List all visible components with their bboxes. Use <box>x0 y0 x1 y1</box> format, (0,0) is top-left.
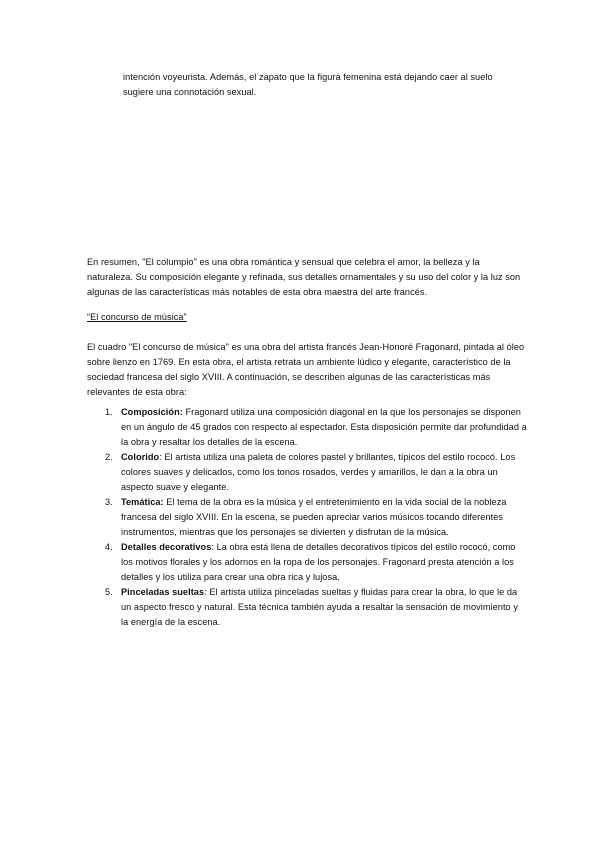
list-item-text: : El artista utiliza pinceladas sueltas y fluidas para crear la obra, lo que le da un aspecto fresco y natural. Esta técnica también ayuda a resaltar la sensación de movimiento y la energía de la escena. <box>121 587 518 627</box>
list-item-number: 4. <box>105 542 113 552</box>
list-item-number: 1. <box>105 407 113 417</box>
list-item <box>87 540 527 585</box>
list-item-number: 2. <box>105 452 113 462</box>
list-item-number: 5. <box>105 587 113 597</box>
list-item-number: 3. <box>105 497 113 507</box>
list-item <box>87 585 527 630</box>
list-item-term: Composición: <box>121 407 183 417</box>
intro-paragraph: El cuadro "El concurso de música" es una obra del artista francés Jean-Honoré Fragonard, pintada al óleo sobre lienzo en 1769. En esta obra, el artista retrata un ambiente lúdico y elegante, característico de la sociedad francesa del siglo XVIII. A continuación, se describen algunas de las características más relevantes de esta obra: <box>87 342 525 397</box>
list-item-text: Fragonard utiliza una composición diagonal en la que los personajes se disponen en un ángulo de 45 grados con respecto al espectador. Esta disposición permite dar profundidad a la obra y resaltar los detalles de la escena. <box>121 407 527 447</box>
list-item <box>87 405 527 450</box>
summary-paragraph: En resumen, "El columpio" es una obra romántica y sensual que celebra el amor, la belleza y la naturaleza. Su composición elegante y refinada, sus detalles ornamentales y su uso del color y la luz son algunas de las características más notables de esta obra maestra del arte francés. <box>87 257 521 297</box>
list-item-term: Detalles decorativos <box>121 542 212 552</box>
list-item <box>87 495 527 540</box>
characteristics-list <box>87 405 527 630</box>
continuation-paragraph: intención voyeurista. Además, el zapato que la figura femenina está dejando caer al suelo sugiere una connotación sexual. <box>123 72 493 97</box>
list-item-text: : El artista utiliza una paleta de colores pastel y brillantes, típicos del estilo rococó. Los colores suaves y delicados, como los tonos rosados, verdes y amarillos, le dan a la obra un aspecto suave y elegante. <box>121 452 516 492</box>
list-item <box>87 450 527 495</box>
list-item-text: El tema de la obra es la música y el entretenimiento en la vida social de la nobleza francesa del siglo XVIII. En la escena, se pueden apreciar varios músicos tocando diferentes instrumentos, mientras que los personajes se divierten y disfrutan de la música. <box>121 497 507 537</box>
section-heading: “El concurso de música” <box>87 312 187 322</box>
list-item-text: : La obra está llena de detalles decorativos típicos del estilo rococó, como los motivos florales y los adornos en la ropa de los personajes. Fragonard presta atención a los detalles y los utiliza para crear una obra rica y lujosa. <box>121 542 516 582</box>
list-item-term: Pinceladas sueltas <box>121 587 205 597</box>
list-item-term: Temática: <box>121 497 164 507</box>
list-item-term: Colorido <box>121 452 160 462</box>
